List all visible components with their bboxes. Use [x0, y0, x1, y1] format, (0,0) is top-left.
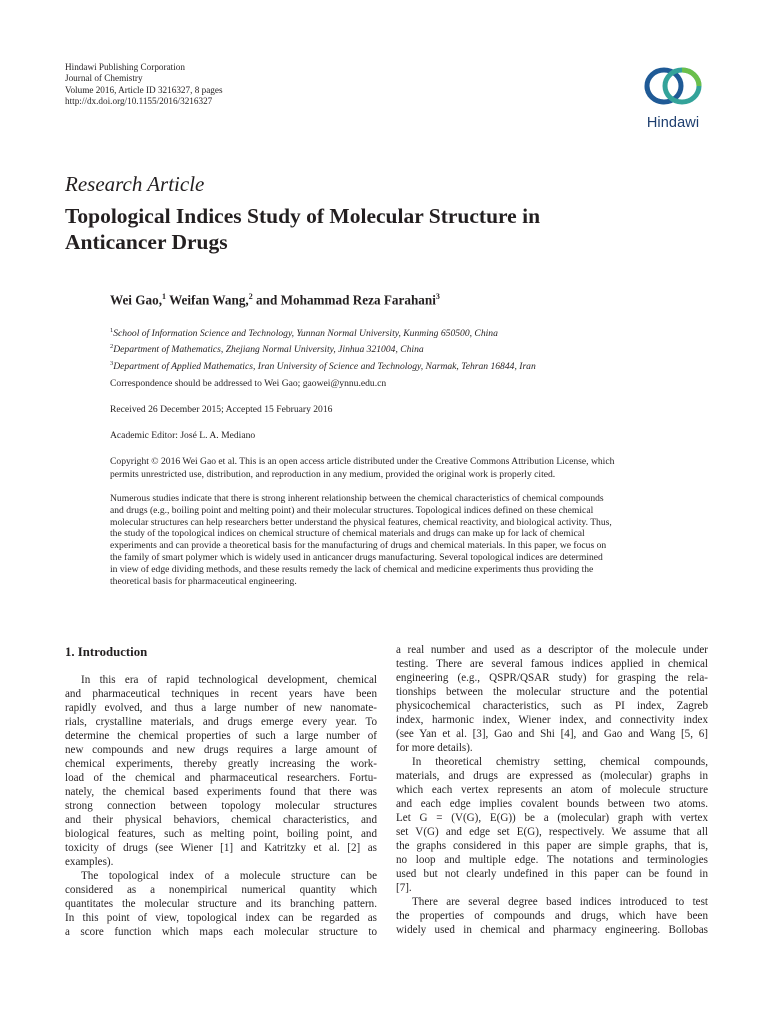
- body-line: examples).: [65, 856, 114, 868]
- body-line: and their physical behaviors, chemical characteristics, and: [65, 814, 377, 826]
- body-line: tionships between the molecular structure and the potential: [396, 686, 708, 698]
- publisher-name: Hindawi Publishing Corporation: [65, 62, 185, 72]
- abstract-line: in view of edge dividing methods, and these results remedy the lack of chemical and medicine experiments thus providing the: [110, 563, 594, 575]
- body-line: materials, and drugs are expressed as (molecular) graphs in: [396, 770, 708, 782]
- body-line: which each vertex represents an atom of molecule structure: [396, 784, 708, 796]
- body-line: testing. There are several famous indices applied in chemical: [396, 658, 708, 670]
- publisher-info: [65, 62, 223, 108]
- body-line: load of the chemical and pharmaceutical researchers. Fortu-: [65, 772, 377, 784]
- author-affil-mark: 3: [435, 292, 440, 301]
- journal-name: Journal of Chemistry: [65, 73, 143, 84]
- body-line: In this era of rapid technological development, chemical: [81, 674, 377, 686]
- body-line: chemical experiments, thereby greatly increasing the work-: [65, 758, 377, 770]
- title-line: Topological Indices Study of Molecular Structure in: [65, 204, 541, 228]
- author-name: Wei Gao,: [110, 292, 163, 308]
- body-line: the graphs considered in this paper are simple graphs, that is,: [396, 840, 708, 852]
- affil-mark: 1: [110, 327, 114, 334]
- body-line: and pharmaceutical techniques in recent years have been: [65, 688, 377, 700]
- body-line: new compounds and new drugs requires a large amount of: [65, 744, 377, 756]
- abstract: [110, 493, 710, 587]
- body-line: strong connection between topology molecular structures: [65, 800, 377, 812]
- body-line: rapidly evolved, and thus a large number of new nanomate-: [65, 702, 377, 714]
- title-line: Anticancer Drugs: [65, 230, 228, 254]
- article-title: [65, 203, 705, 255]
- hindawi-logo: [636, 60, 710, 138]
- abstract-line: the family of smart polymer which is widely used in anticancer drugs manufacturing. Several topological indices are determined: [110, 551, 603, 563]
- affil-mark: 3: [110, 359, 114, 367]
- author-affil-mark: 2: [248, 292, 253, 301]
- body-line: biological features, such as melting point, boiling point, and: [65, 828, 377, 840]
- affil-text: School of Information Science and Technology, Yunnan Normal University, Kunming 650500, China: [113, 328, 498, 340]
- body-column-left: [65, 645, 377, 939]
- body-line: rials, crystalline materials, and drugs emerge every year. To: [65, 716, 377, 728]
- affiliation: [110, 357, 536, 373]
- affiliation: [110, 324, 536, 340]
- hindawi-rings-icon: [636, 60, 710, 112]
- body-line: determine the chemical properties of such a large number of: [65, 730, 377, 742]
- body-column-right: [396, 643, 708, 937]
- abstract-line: experiments and can provide a theoretical basis for the manufacturing of drugs and chemical materials. In this paper, we focus on: [110, 540, 607, 552]
- body-line: physicochemical characteristics, such as PI index, Zagreb: [396, 700, 708, 712]
- academic-editor: Academic Editor: José L. A. Mediano: [110, 430, 256, 441]
- body-line: toxicity of drugs (see Wiener [1] and Katritzky et al. [2] as: [65, 842, 377, 854]
- abstract-line: and drugs (e.g., boiling point and melting point) and their molecular structures. Topological indices defined on these chemical: [110, 504, 594, 516]
- body-line: the properties of compounds and drugs, which have been: [396, 910, 708, 922]
- body-line: quantitates the molecular structure and its branching pattern.: [65, 898, 377, 910]
- body-line: used but not clearly undefined in this paper can be found in: [396, 868, 708, 880]
- volume-info: Volume 2016, Article ID 3216327, 8 pages: [65, 84, 223, 95]
- body-line: no loop and multiple edge. The notations and terminologies: [396, 854, 708, 866]
- abstract-line: molecular structures can help researchers better understand the physical features, chemical reactivity, and biological activity. Thus,: [110, 516, 612, 528]
- body-line: a real number and used as a descriptor of the molecule under: [396, 644, 708, 656]
- body-line: There are several degree based indices introduced to test: [412, 896, 708, 908]
- abstract-line: theoretical basis for pharmaceutical engineering.: [110, 575, 297, 587]
- received-accepted-dates: Received 26 December 2015; Accepted 15 February 2016: [110, 404, 333, 415]
- article-type: Research Article: [65, 172, 205, 196]
- affiliation: [110, 340, 536, 356]
- correspondence: Correspondence should be addressed to Wei Gao; gaowei@ynnu.edu.cn: [110, 378, 387, 389]
- abstract-line: Numerous studies indicate that there is strong inherent relationship between the chemical characteristics of chemical compounds: [110, 493, 604, 504]
- doi-link[interactable]: http://dx.doi.org/10.1155/2016/3216327: [65, 96, 213, 107]
- body-line: set V(G) and edge set E(G), respectively. We assume that all: [396, 826, 708, 838]
- body-line: The topological index of a molecule structure can be: [81, 870, 377, 882]
- body-line: nately, the chemical based experiments found that there was: [65, 786, 377, 798]
- copyright-line: permits unrestricted use, distribution, and reproduction in any medium, provided the original work is properly cited.: [110, 469, 556, 480]
- body-line: a score function which maps each molecular structure to: [65, 926, 377, 938]
- body-line: In this point of view, topological index can be regarded as: [65, 912, 377, 924]
- body-line: and each edge implies covalent bounds between two atoms.: [396, 798, 708, 810]
- body-line: engineering (e.g., QSPR/QSAR study) for grasping the rela-: [396, 672, 708, 684]
- affiliations: [110, 324, 536, 373]
- body-line: for more details).: [396, 742, 473, 754]
- abstract-line: the study of the topological indices on chemical structure of chemical materials and drugs can make up for lack of chemical: [110, 528, 585, 540]
- body-line: [7].: [396, 882, 412, 894]
- body-line: widely used in chemical and pharmacy engineering. Bollobas: [396, 924, 708, 936]
- body-line: index, harmonic index, Wiener index, and connectivity index: [396, 714, 708, 726]
- author-list: [110, 292, 440, 308]
- body-line: considered as a nonempirical numerical quantity which: [65, 884, 377, 896]
- copyright-line: Copyright © 2016 Wei Gao et al. This is an open access article distributed under the Creative Commons Attribution License, which: [110, 456, 615, 467]
- affil-text: Department of Mathematics, Zhejiang Normal University, Jinhua 321004, China: [113, 344, 424, 356]
- author-affil-mark: 1: [162, 292, 167, 301]
- body-line: (see Yan et al. [3], Gao and Shi [4], and Gao and Wang [5, 6]: [396, 728, 708, 740]
- copyright-notice: [110, 455, 706, 481]
- section-heading: 1. Introduction: [65, 645, 148, 659]
- body-line: In theoretical chemistry setting, chemical compounds,: [412, 756, 708, 768]
- affil-text: Department of Applied Mathematics, Iran University of Science and Technology, Narmak, Tehran 16844, Iran: [113, 361, 536, 373]
- body-line: Let G = (V(G), E(G)) be a (molecular) graph with vertex: [396, 812, 708, 824]
- hindawi-logo-text: Hindawi: [646, 115, 700, 131]
- author-name: and Mohammad Reza Farahani: [252, 292, 436, 308]
- author-name: Weifan Wang,: [166, 292, 249, 308]
- affil-mark: 2: [110, 343, 114, 351]
